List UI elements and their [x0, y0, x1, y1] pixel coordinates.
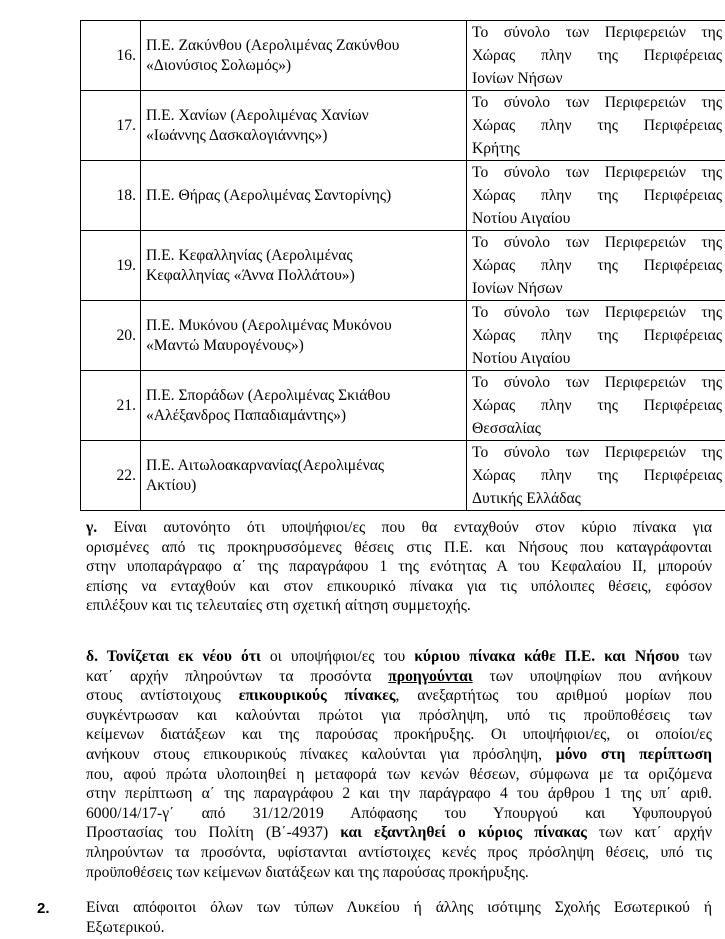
regional-unit-cell [141, 231, 467, 301]
positions-table [80, 20, 725, 511]
text-line: στην περίπτωση α΄ της παραγράφου 2 και την παράγραφο 4 του άρθρου 1 της υπ΄ αριθ. [86, 785, 712, 803]
row-number-cell: 17. [81, 91, 141, 161]
text-line [86, 686, 712, 706]
text-fragment: των κατ΄ αρχήν [586, 824, 712, 842]
text-fragment: κατ΄ αρχήν πληρούντων τα προσόντα [86, 667, 389, 685]
cell-text-line: Ιονίων Νήσων [472, 70, 563, 87]
text-line [86, 667, 712, 687]
cell-text-line: Κρήτης [472, 140, 520, 157]
eligible-regions-cell [467, 301, 725, 371]
cell-text-line: «Μαντώ Μαυρογένους») [146, 336, 304, 354]
cell-text-line: Ακτίου) [146, 476, 197, 494]
bold-text: επικουρικούς πίνακες [238, 687, 396, 705]
table-row [81, 231, 725, 301]
cell-text-line: Χώρας πλην της Περιφέρειας [472, 397, 722, 414]
cell-text-line: Δυτικής Ελλάδας [472, 490, 581, 507]
eligible-regions-cell [467, 441, 725, 511]
cell-text-line: Το σύνολο των Περιφερειών της [472, 304, 722, 321]
text-line: συγκέντρωσαν και καλούνται πρώτοι για πρόσληψη, υπό τις προϋποθέσεις των [86, 706, 712, 724]
table-body [81, 21, 725, 511]
bold-text: δ. Τονίζεται εκ νέου ότι [86, 648, 261, 665]
row-number-cell: 22. [81, 441, 141, 511]
cell-text-line: Το σύνολο των Περιφερειών της [472, 24, 722, 41]
text-fragment: στους αντίστοιχους [86, 687, 239, 705]
cell-text-line: Π.Ε. Θήρας (Αερολιμένας Σαντορίνης) [146, 186, 392, 204]
cell-text-line: Το σύνολο των Περιφερειών της [472, 374, 722, 391]
text-fragment: Είναι αυτονόητο ότι υποψήφιοι/ες που θα ενταχθούν στον κύριο πίνακα για [97, 519, 712, 536]
cell-text-line: Χώρας πλην της Περιφέρειας [472, 47, 722, 64]
eligible-regions-cell [467, 161, 725, 231]
cell-text-line: Π.Ε. Χανίων (Αερολιμένας Χανίων [146, 106, 369, 124]
regional-unit-cell [141, 21, 467, 91]
regional-unit-cell [141, 91, 467, 161]
text-line: που, αφού πρώτα υλοποιηθεί η μεταφορά των κενών θέσεων, σύμφωνα με τα οριζόμενα [86, 765, 712, 783]
text-line: στην υποπαράγραφο α΄ της παραγράφου 1 της ενότητας Α του Κεφαλαίου ΙΙ, μπορούν [86, 558, 712, 576]
text-fragment: ανήκουν στους επικουρικούς πίνακες καλούνται για πρόσληψη, [86, 745, 556, 763]
bold-text: κύριου πίνακα κάθε Π.Ε. και Νήσου [414, 648, 680, 665]
regional-unit-cell [141, 441, 467, 511]
text-fragment: οι υποψήφιοι/ες του [260, 648, 415, 665]
row-number-cell: 21. [81, 371, 141, 441]
regional-unit-cell [141, 301, 467, 371]
cell-text-line: Π.Ε. Σποράδων (Αερολιμένας Σκιάθου [146, 386, 391, 404]
paragraph-gamma [86, 518, 712, 616]
cell-text-line: Π.Ε. Αιτωλοακαρνανίας(Αερολιμένας [146, 456, 385, 474]
cell-text-line: Π.Ε. Ζακύνθου (Αερολιμένας Ζακύνθου [146, 36, 400, 54]
regional-unit-cell [141, 161, 467, 231]
list-item-2-text [86, 898, 712, 937]
row-number-cell: 19. [81, 231, 141, 301]
cell-text-line: Θεσσαλίας [472, 420, 541, 437]
cell-text-line: Ιονίων Νήσων [472, 280, 563, 297]
cell-text-line: «Διονύσιος Σολωμός») [146, 56, 292, 74]
eligible-regions-cell [467, 231, 725, 301]
cell-text-line: Το σύνολο των Περιφερειών της [472, 94, 722, 111]
cell-text-line: Χώρας πλην της Περιφέρειας [472, 187, 722, 204]
cell-text-line: Χώρας πλην της Περιφέρειας [472, 257, 722, 274]
text-line: επίσης να ενταχθούν και στον επικουρικό πίνακα για τις υπόλοιπες θέσεις, εφόσον [86, 577, 712, 595]
row-number-cell: 18. [81, 161, 141, 231]
text-fragment: των [679, 648, 712, 665]
bold-text: μόνο στη περίπτωση [555, 745, 712, 763]
cell-text-line: Χώρας πλην της Περιφέρειας [472, 117, 722, 134]
text-fragment: , ανεξαρτήτως του αριθμού μορίων που [395, 687, 713, 705]
text-line: Εξωτερικού. [86, 918, 165, 936]
text-line: κείμενων διατάξεων και της παρούσας προκήρυξης. Οι υποψήφιοι/ες, οι οποίοι/ες [86, 726, 712, 744]
text-line [86, 647, 712, 667]
row-number-cell: 16. [81, 21, 141, 91]
cell-text-line: Νοτίου Αιγαίου [472, 210, 571, 227]
text-fragment: Προστασίας του Πολίτη (Β΄-4937) [86, 824, 341, 842]
table-row [81, 441, 725, 511]
text-fragment: των υποψηφίων που ανήκουν [472, 667, 712, 685]
bold-underlined-text: προηγούνται [388, 667, 473, 685]
paragraph-label: γ. [86, 519, 98, 536]
text-line: Είναι απόφοιτοι όλων των τύπων Λυκείου ή άλλης ισότιμης Σχολής Εσωτερικού ή [86, 899, 712, 916]
cell-text-line: Π.Ε. Κεφαλληνίας (Αερολιμένας [146, 246, 353, 264]
text-line: επιλέξουν και τις τελευταίες στη σχετική αίτηση συμμετοχής. [86, 597, 471, 615]
cell-text-line: «Αλέξανδρος Παπαδιαμάντης») [146, 406, 347, 424]
list-item-number: 2. [37, 900, 50, 917]
eligible-regions-cell [467, 371, 725, 441]
table-row [81, 21, 725, 91]
text-line [86, 823, 712, 843]
cell-text-line: «Ιωάννης Δασκαλογιάννης») [146, 126, 328, 144]
cell-text-line: Το σύνολο των Περιφερειών της [472, 234, 722, 251]
row-number-cell: 20. [81, 301, 141, 371]
text-line [86, 745, 712, 765]
cell-text-line: Το σύνολο των Περιφερειών της [472, 164, 722, 181]
text-line: ορισμένες από τις προκηρυσσόμενες θέσεις στις Π.Ε. και Νήσους που καταγράφονται [86, 538, 712, 556]
bold-text: και εξαντληθεί ο κύριος πίνακας [340, 824, 587, 842]
table-row [81, 91, 725, 161]
cell-text-line: Χώρας πλην της Περιφέρειας [472, 327, 722, 344]
regional-unit-cell [141, 371, 467, 441]
table-row [81, 301, 725, 371]
table-row [81, 161, 725, 231]
cell-text-line: Χώρας πλην της Περιφέρειας [472, 467, 722, 484]
table-row [81, 371, 725, 441]
cell-text-line: Κεφαλληνίας «Άννα Πολλάτου») [146, 266, 355, 284]
cell-text-line: Νοτίου Αιγαίου [472, 350, 571, 367]
text-line: προϋποθέσεις των κείμενων διατάξεων και της παρούσας προκήρυξης. [86, 863, 529, 881]
text-line [86, 518, 712, 538]
eligible-regions-cell [467, 91, 725, 161]
cell-text-line: Π.Ε. Μυκόνου (Αερολιμένας Μυκόνου [146, 316, 392, 334]
paragraph-delta [86, 647, 712, 882]
cell-text-line: Το σύνολο των Περιφερειών της [472, 444, 722, 461]
text-line: 6000/14/17-γ΄ από 31/12/2019 Απόφασης του Υπουργού και Υφυπουργού [86, 804, 712, 822]
eligible-regions-cell [467, 21, 725, 91]
text-line: πληρούντων τα προσόντα, υφίστανται αντίστοιχες κενές προς πρόσληψη θέσεις, υπό τις [86, 843, 712, 861]
